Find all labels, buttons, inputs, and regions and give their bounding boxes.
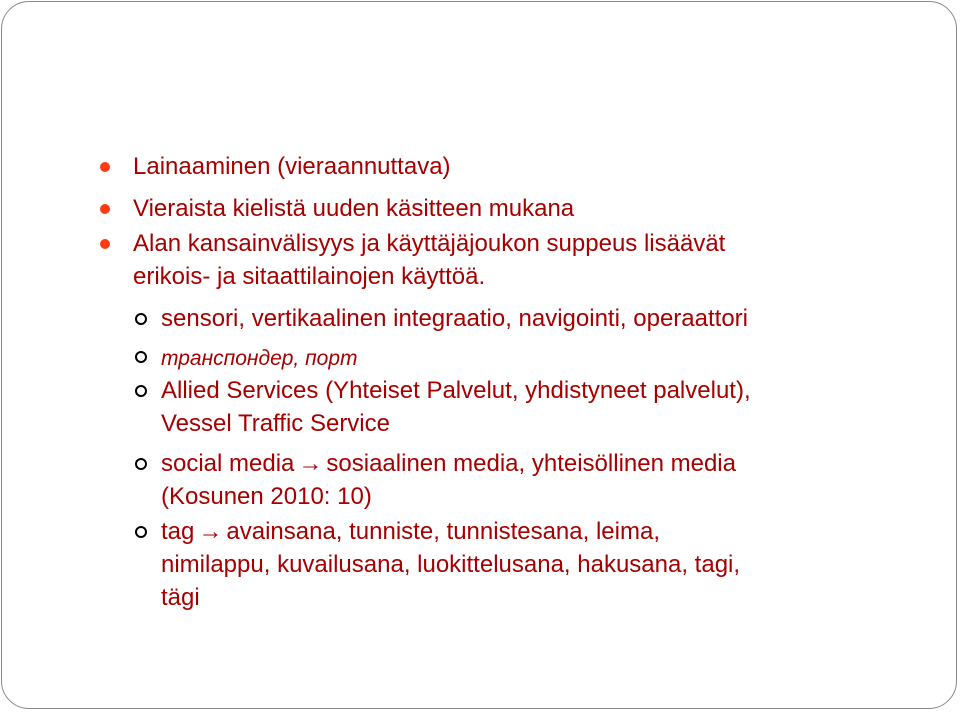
bullet-circle-icon xyxy=(135,313,147,325)
bullet-text: Alan kansainvälisyys ja käyttäjäjoukon suppeus lisäävät xyxy=(133,230,726,257)
arrow-icon: → xyxy=(298,450,323,477)
bullet-dot-icon xyxy=(100,204,110,214)
term: tag xyxy=(161,518,195,545)
sub-bullet-text: Allied Services (Yhteiset Palvelut, yhdistyneet palvelut), xyxy=(161,377,751,404)
sub-bullet-text: sensori, vertikaalinen integraatio, navigointi, operaattori xyxy=(161,305,749,332)
bullet-circle-icon xyxy=(135,458,147,470)
bullet-text: Lainaaminen (vieraannuttava) xyxy=(133,153,451,180)
bullet-dot-icon xyxy=(100,239,110,249)
sub-bullet-text-line3: tägi xyxy=(161,584,200,611)
bullet-circle-icon xyxy=(135,526,147,538)
translation: avainsana, tunniste, tunnistesana, leima, xyxy=(226,518,660,545)
bullet-circle-icon xyxy=(135,385,147,397)
sub-bullet-text-line2: (Kosunen 2010: 10) xyxy=(161,483,372,510)
term: social media xyxy=(161,450,295,477)
bullet-dot-icon xyxy=(100,162,110,172)
sub-bullet-text xyxy=(161,447,736,480)
sub-bullet-text: транспондер, порт xyxy=(161,347,358,370)
sub-bullet-text-line2: Vessel Traffic Service xyxy=(161,410,390,437)
bullet-text-line2: erikois- ja sitaattilainojen käyttöä. xyxy=(133,263,486,290)
sub-bullet-text xyxy=(161,515,660,548)
arrow-icon: → xyxy=(198,518,223,545)
bullet-text: Vieraista kielistä uuden käsitteen mukana xyxy=(133,195,575,222)
bullet-circle-icon xyxy=(135,351,147,363)
sub-bullet-text-line2: nimilappu, kuvailusana, luokittelusana, hakusana, tagi, xyxy=(161,551,741,578)
translation: sosiaalinen media, yhteisöllinen media xyxy=(326,450,736,477)
